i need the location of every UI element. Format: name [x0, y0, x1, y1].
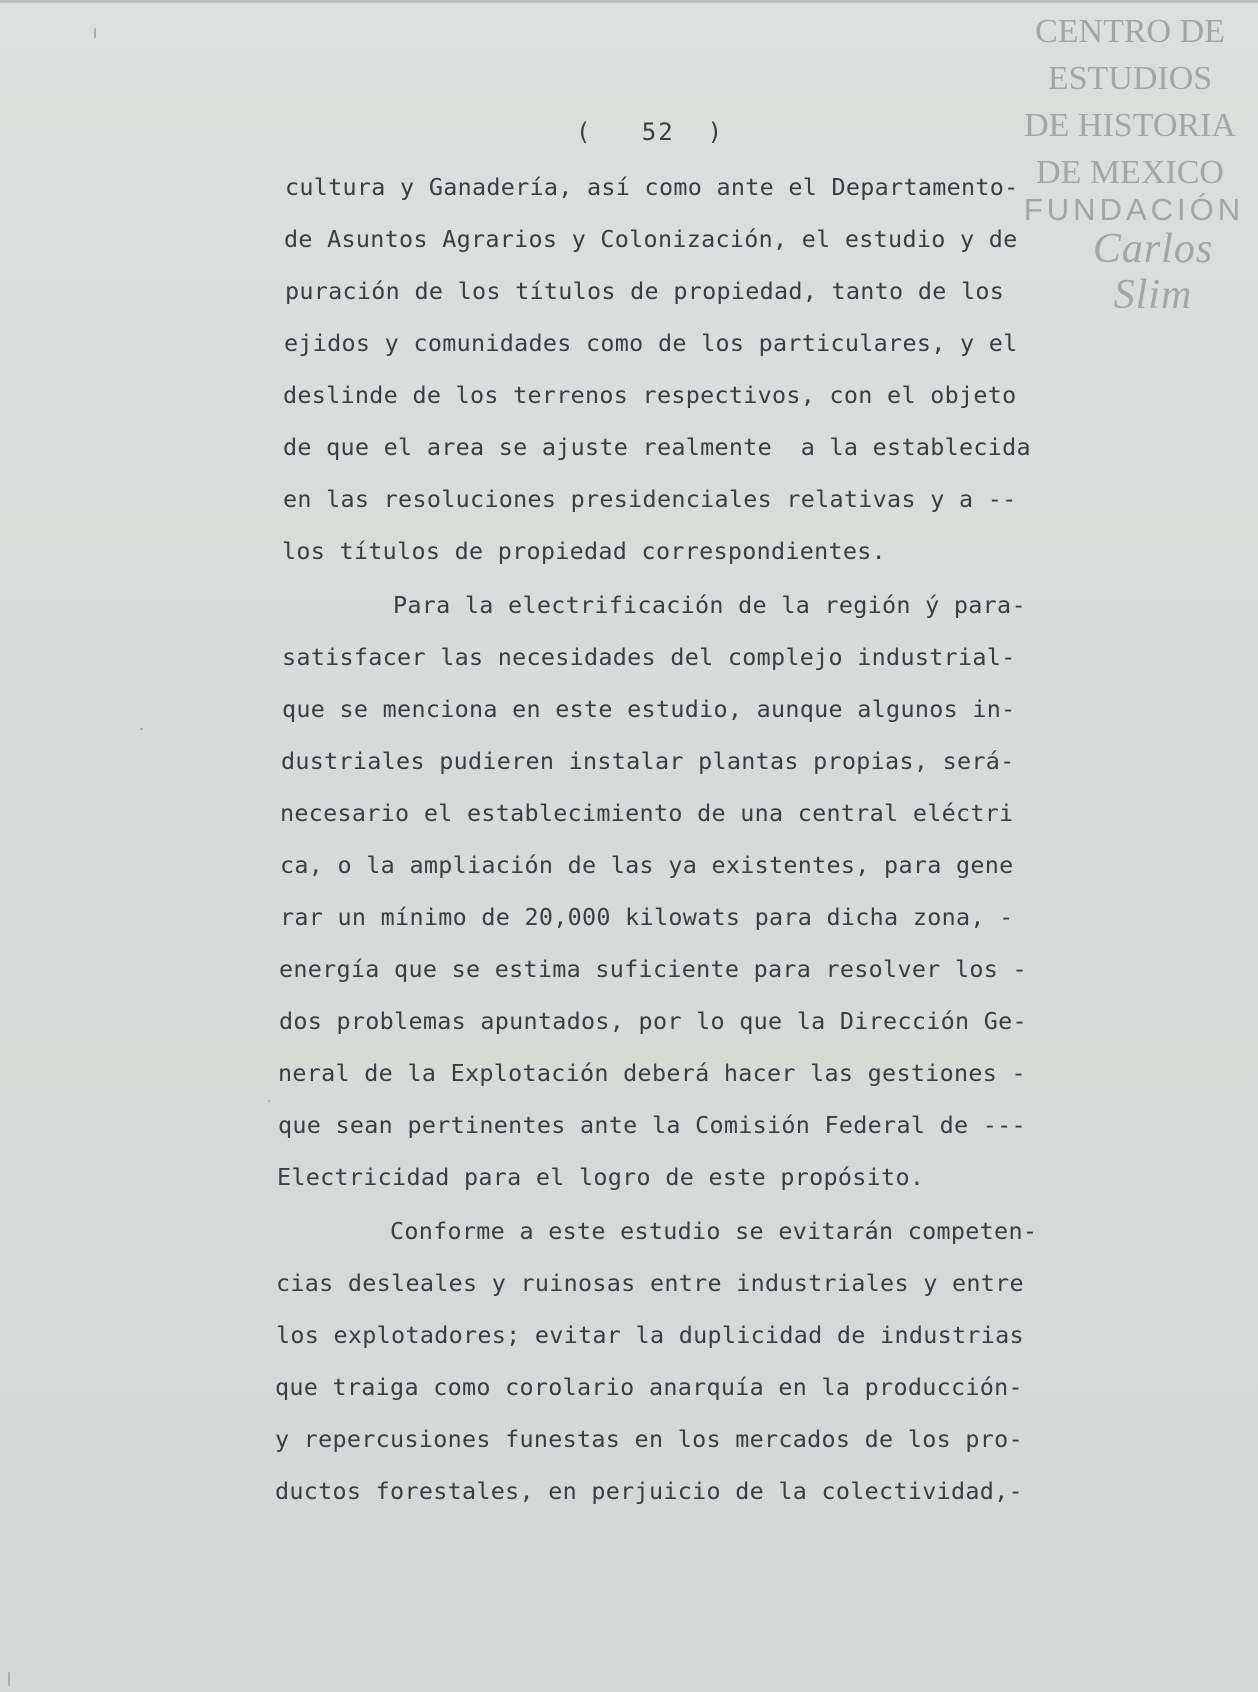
text-line: necesario el establecimiento de una central eléctri — [280, 799, 1014, 827]
scan-speck — [268, 1100, 270, 1102]
watermark-line-3: DE HISTORIA — [1024, 107, 1236, 144]
text-line: de que el area se ajuste realmente a la establecida — [283, 433, 1031, 461]
text-line: que traiga como corolario anarquía en la producción- — [275, 1373, 1023, 1401]
text-line: y repercusiones funestas en los mercados de los pro- — [275, 1425, 1023, 1453]
text-line: cias desleales y ruinosas entre industriales y entre — [276, 1269, 1024, 1297]
text-line: cultura y Ganadería, así como ante el Departamento- — [285, 173, 1019, 201]
watermark-fundacion: FUNDACIÓN — [1023, 192, 1245, 227]
page-top-edge — [0, 0, 1258, 3]
text-line: en las resoluciones presidenciales relativas y a -- — [283, 485, 1017, 513]
text-line: puración de los títulos de propiedad, tanto de los — [285, 277, 1005, 305]
page-number: ( 52 ) — [576, 118, 725, 146]
scan-speck — [8, 1672, 10, 1686]
watermark-line-1: CENTRO DE — [1035, 13, 1225, 50]
text-line: ductos forestales, en perjuicio de la colectividad,- — [275, 1477, 1023, 1505]
text-line: de Asuntos Agrarios y Colonización, el estudio y de — [284, 225, 1018, 253]
text-line: ca, o la ampliación de las ya existentes, para gene — [280, 851, 1014, 879]
text-line: Electricidad para el logro de este propósito. — [277, 1163, 925, 1191]
text-line: energía que se estima suficiente para resolver los - — [279, 955, 1027, 983]
text-line: rar un mínimo de 20,000 kilowats para dicha zona, - — [280, 903, 1014, 931]
scan-speck — [94, 28, 96, 38]
text-line: Para la electrificación de la región ý para- — [393, 591, 1026, 619]
text-line: neral de la Explotación deberá hacer las gestiones - — [278, 1059, 1026, 1087]
text-line: los explotadores; evitar la duplicidad de industrias — [276, 1321, 1024, 1349]
text-line: Conforme a este estudio se evitarán competen- — [390, 1217, 1038, 1245]
text-line: dos problemas apuntados, por lo que la Dirección Ge- — [279, 1007, 1027, 1035]
text-line: dustriales pudieren instalar plantas propias, será- — [281, 747, 1015, 775]
text-line: los títulos de propiedad correspondientes. — [282, 537, 887, 565]
text-line: satisfacer las necesidades del complejo industrial- — [282, 643, 1016, 671]
archive-watermark — [1005, 8, 1255, 318]
text-line: que sean pertinentes ante la Comisión Federal de --- — [278, 1111, 1026, 1139]
watermark-signature: Carlos Slim — [1092, 226, 1214, 318]
text-line: ejidos y comunidades como de los particulares, y el — [284, 329, 1018, 357]
text-line: deslinde de los terrenos respectivos, con el objeto — [283, 381, 1017, 409]
watermark-line-2: ESTUDIOS — [1047, 60, 1213, 97]
watermark-line-4: DE MEXICO — [1036, 154, 1224, 191]
text-line: que se menciona en este estudio, aunque algunos in- — [282, 695, 1016, 723]
scan-speck — [140, 728, 143, 730]
